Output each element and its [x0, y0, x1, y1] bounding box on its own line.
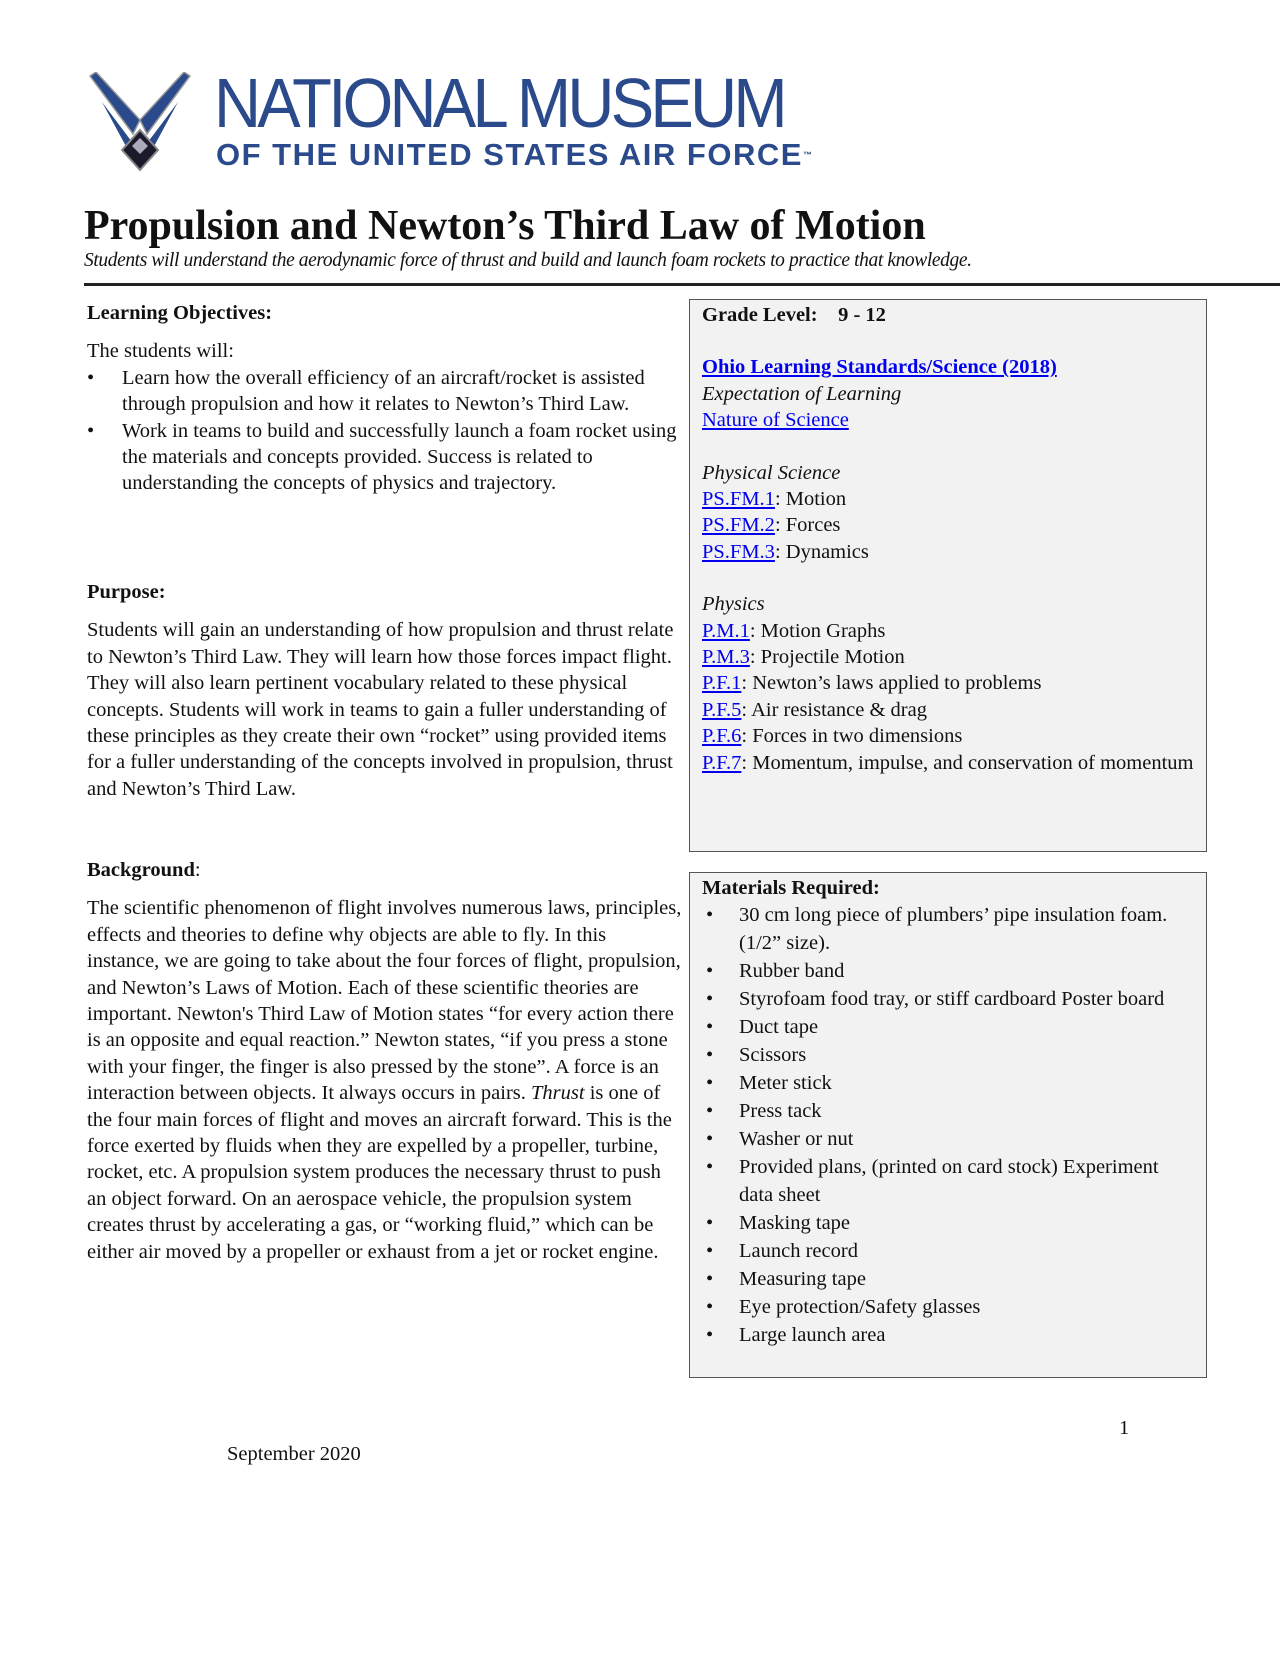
- grade-value: 9 - 12: [838, 304, 886, 326]
- trademark: ™: [802, 150, 814, 160]
- materials-box: [689, 872, 1207, 1378]
- material-item: • Large launch area: [702, 1321, 1194, 1349]
- standard-desc: : Forces: [774, 514, 841, 537]
- material-item: • Duct tape: [702, 1013, 1194, 1041]
- nature-of-science-link[interactable]: Nature of Science: [702, 409, 849, 432]
- standard-desc: : Dynamics: [774, 540, 869, 563]
- background-text: [87, 895, 683, 1265]
- objectives-intro: The students will:: [87, 340, 234, 363]
- grade-label: Grade Level:: [702, 304, 818, 326]
- page-title: Propulsion and Newton’s Third Law of Motion: [84, 203, 926, 249]
- standard-item: [702, 512, 1194, 538]
- standard-item: [702, 723, 1194, 749]
- material-item: • Rubber band: [702, 957, 1194, 985]
- ohio-standards-link[interactable]: Ohio Learning Standards/Science (2018): [702, 356, 1057, 379]
- title-divider: [84, 283, 1280, 286]
- standard-link[interactable]: P.F.6: [702, 725, 742, 748]
- standard-item: [702, 644, 1194, 670]
- standard-link[interactable]: P.M.3: [702, 646, 750, 669]
- standard-link[interactable]: P.M.1: [702, 619, 750, 642]
- air-force-wings-logo-icon: [88, 72, 192, 172]
- learning-objectives-section: [87, 300, 683, 497]
- logo-subtitle: [216, 138, 813, 172]
- standard-link[interactable]: PS.FM.3: [702, 540, 775, 563]
- objective-item: • Work in teams to build and successfully launch a foam rocket using the materials and concepts provided. Success is related to understanding the concepts of physics and trajectory.: [87, 418, 683, 497]
- standard-link[interactable]: PS.FM.2: [702, 514, 775, 537]
- material-item: • Measuring tape: [702, 1265, 1194, 1293]
- material-item: • Provided plans, (printed on card stock) Experiment data sheet: [702, 1153, 1194, 1209]
- page-number: 1: [1119, 1417, 1130, 1439]
- standard-link[interactable]: PS.FM.1: [702, 488, 775, 511]
- material-item: • 30 cm long piece of plumbers’ pipe insulation foam. (1/2” size).: [702, 901, 1194, 957]
- material-item: • Styrofoam food tray, or stiff cardboard Poster board: [702, 985, 1194, 1013]
- page-subtitle: Students will understand the aerodynamic force of thrust and build and launch foam rockets to practice that knowledge.: [84, 250, 972, 271]
- material-item: • Masking tape: [702, 1209, 1194, 1237]
- standard-item: [702, 486, 1194, 512]
- standard-desc: : Forces in two dimensions: [741, 725, 963, 748]
- material-item: • Eye protection/Safety glasses: [702, 1293, 1194, 1321]
- standard-desc: : Momentum, impulse, and conservation of momentum: [741, 751, 1194, 774]
- material-item: • Launch record: [702, 1237, 1194, 1265]
- purpose-text: Students will gain an understanding of how propulsion and thrust relate to Newton’s Third Law. They will learn how those forces impact flight. They will also learn pertinent vocabulary related to these physical concepts. Students will work in teams to gain a fuller understanding of these principles as they create their own “rocket” using provided items for a fuller understanding of the concepts involved in propulsion, thrust and Newton’s Third Law.: [87, 619, 674, 800]
- background-heading: [87, 857, 683, 883]
- footer-date: September 2020: [227, 1443, 361, 1465]
- standard-desc: : Air resistance & drag: [741, 698, 927, 721]
- background-text-part: The scientific phenomenon of flight involves numerous laws, principles, effects and theories to define why objects are able to fly. In this instance, we are going to take about the four forces of flight, propulsion, and Newton’s Laws of Motion. Each of these scientific theories are important. Newton's Third Law of Motion states “for every action there is an opposite and equal reaction.” Newton states, “if you press a stone with your finger, the finger is also pressed by the stone”. A force is an interaction between objects. It always occurs in pairs.: [87, 897, 682, 1105]
- materials-list: [702, 901, 1194, 1349]
- material-item: • Meter stick: [702, 1069, 1194, 1097]
- standard-link[interactable]: P.F.5: [702, 698, 742, 721]
- standard-desc: : Motion Graphs: [749, 619, 886, 642]
- standard-desc: : Motion: [774, 488, 847, 511]
- expectation-label: Expectation of Learning: [702, 382, 902, 405]
- objective-item: • Learn how the overall efficiency of an aircraft/rocket is assisted through propulsion and how it relates to Newton’s Third Law.: [87, 365, 683, 418]
- standard-desc: : Projectile Motion: [749, 646, 905, 669]
- grade-level: [702, 302, 1194, 328]
- group-label: Physical Science: [702, 461, 841, 484]
- objectives-list: [87, 365, 683, 497]
- standard-item: [702, 670, 1194, 696]
- logo-subtitle-text: OF THE UNITED STATES AIR FORCE: [216, 137, 803, 172]
- materials-heading: Materials Required:: [702, 877, 880, 899]
- purpose-heading: Purpose:: [87, 581, 166, 603]
- background-heading-text: Background: [87, 859, 195, 881]
- background-heading-colon: :: [194, 859, 201, 881]
- standard-item: [702, 539, 1194, 565]
- material-item: • Washer or nut: [702, 1125, 1194, 1153]
- standard-item: [702, 618, 1194, 644]
- standard-link[interactable]: P.F.7: [702, 751, 742, 774]
- standard-item: [702, 750, 1194, 776]
- logo-title: NATIONAL MUSEUM: [214, 64, 784, 142]
- material-item: • Scissors: [702, 1041, 1194, 1069]
- standards-box: [689, 299, 1207, 852]
- background-text-part: is one of the four main forces of flight and moves an aircraft forward. This is the force exerted by fluids when they are expelled by a propeller, turbine, rocket, etc. A propulsion system produces the necessary thrust to push an object forward. On an aerospace vehicle, the propulsion system creates thrust by accelerating a gas, or “working fluid,” which can be either air moved by a propeller or exhaust from a jet or rocket engine.: [87, 1082, 672, 1263]
- purpose-section: [87, 579, 683, 802]
- background-section: [87, 857, 683, 1265]
- material-item: • Press tack: [702, 1097, 1194, 1125]
- background-emphasis: Thrust: [531, 1082, 585, 1105]
- objectives-heading: Learning Objectives:: [87, 302, 273, 324]
- standard-desc: : Newton’s laws applied to problems: [741, 672, 1042, 695]
- group-label: Physics: [702, 593, 765, 616]
- standard-link[interactable]: P.F.1: [702, 672, 742, 695]
- standard-item: [702, 697, 1194, 723]
